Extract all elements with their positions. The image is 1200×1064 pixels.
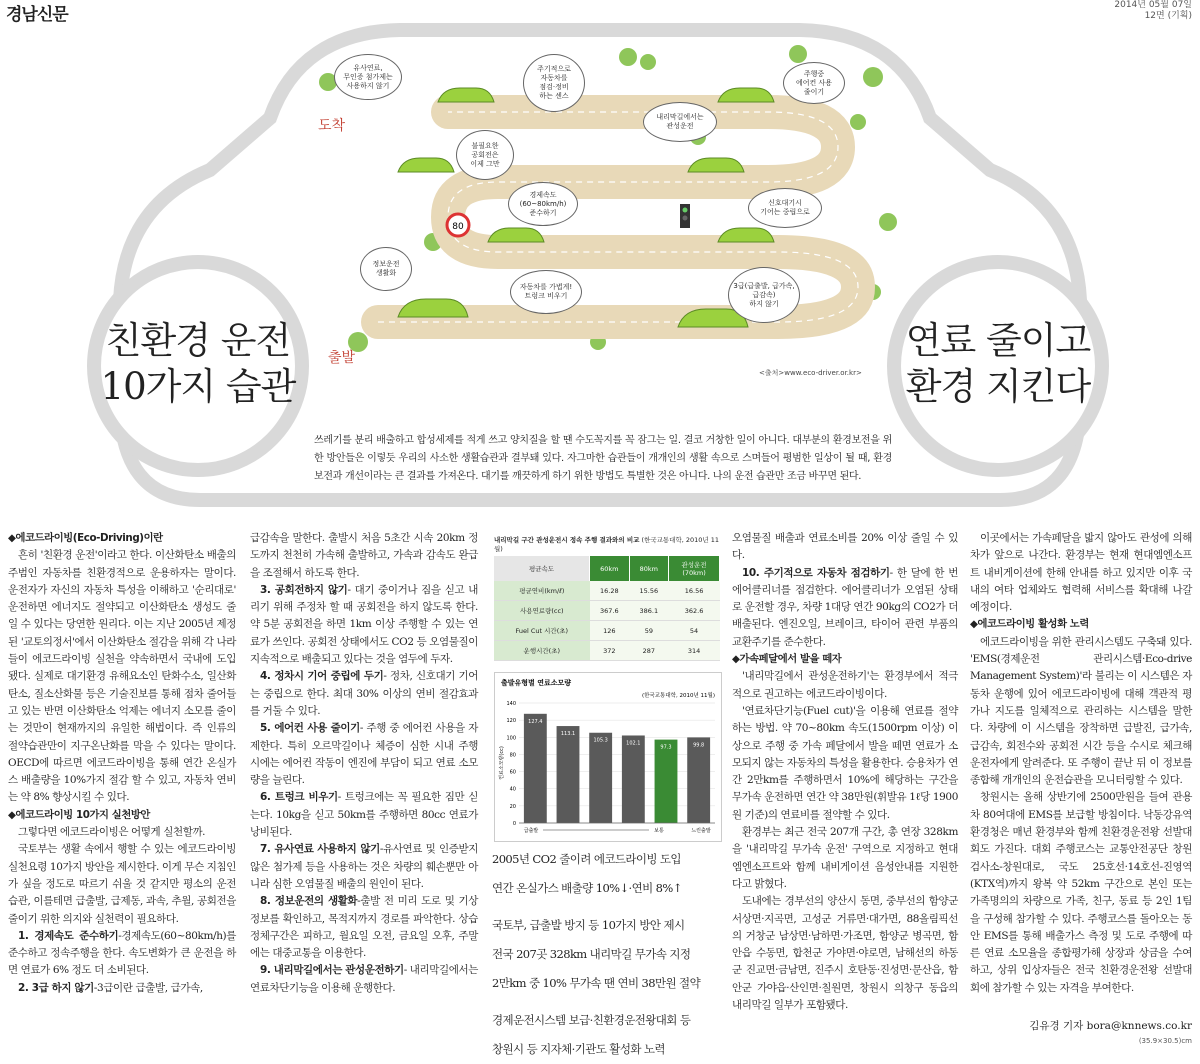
table-cell: 운행시간(초) [494,641,590,661]
summary-line: 전국 207곳 328km 내리막길 무가속 지정 [492,947,691,961]
table-row [494,581,720,601]
table-title [494,535,720,553]
tip-title: 3. 공회전하지 않기 [260,583,348,596]
paragraph-text: 도내에는 경부선의 양산시 동면, 중부선의 함양군 서상면·지곡면, 고성군 거류면·대가면, 88올림픽선의 거창군 남상면·남하면·가조면, 함양군 병곡면, 함안읍 수동면, 합천군 가야면·야로면, 남해선의 하동군 진교면·금남면, 진주시 호탄동·진성면·문산읍, 함안군 가야읍·산인면·칠원면, 창원시 의창구 동읍의 내리막길 일부가 포함됐다. [732,895,958,1012]
article-paragraph [250,893,478,962]
tip-title: 10. 주기적으로 자동차 점검하기 [742,566,890,579]
bar-value-label: 105.3 [593,737,608,744]
paragraph-text: - 정차, 신호대기 기어는 중립으로 한다. 최대 30% 이상의 연비 절감효과를 거둘 수 있다. [250,670,479,717]
table-cell: 사용연료량(cc) [494,601,590,621]
lead-paragraph: 쓰레기를 분리 배출하고 합성세제를 적게 쓰고 양치질을 할 땐 수도꼭지를 꼭 잠그는 일. 결코 거창한 일이 아니다. 대부분의 환경보전을 위한 방안들은 이렇듯 우리의 사소한 생활습관과 결부돼 있다. 자그마한 습관들이 개개인의 생활 속으로 스며들어 평범한 일상이 될 때, 환경보전과 개선이라는 큰 결과를 가져온다. 대기를 깨끗하게 하기 위한 방법도 특별한 것은 아니다. 나의 운전 습관만 조금 바꾸면 된다. [314,435,892,482]
paragraph-text: - 한 달에 한 번 에어클리너를 점검한다. 에어클리너가 오염된 상태로 운전할 경우, 차량 1대당 연간 90kg의 CO2가 더 배출된다. 엔진오일, 브레이크, 타이어 관련 부품의 교환주기를 준수한다. [732,566,958,648]
article-paragraph [250,720,478,789]
chart-bar [687,737,710,823]
table-row [494,601,720,621]
x-label-right: 느린출발 [691,828,711,834]
tip-bubble-trunk: 자동차를 가볍게! 트렁크 비우기 [510,270,582,314]
y-tick-label: 0 [512,821,516,827]
paragraph-text: 환경부는 최근 전국 207개 구간, 총 연장 328km을 '내리막길 무가속 운전' 구역으로 지정하고 현대엠엔소프트와 함께 내비게이션 음성안내를 지원한다고 밝혔다. [732,826,958,890]
table-cell: 287 [629,641,669,661]
illustration-credit: <출처>www.eco-driver.or.kr> [759,369,862,377]
table-cell: 16.28 [590,581,630,601]
chart-bar [557,726,580,823]
article-paragraph [250,668,478,720]
publish-date: 2014년 05월 07일 [1114,0,1192,10]
tip-title: 6. 트렁크 비우기 [260,791,338,804]
table-cell: 126 [590,621,630,641]
paragraph-text: 에코드라이빙을 위한 관리시스템도 구축돼 있다. 'EMS(경제운전 관리시스템·Eco-drive Management System)'라 불리는 이 시스템은 자동차 운행에 있어 에코드라이빙에 대해 객관적 평가나 지도를 일체적으로 관리하는 시스템을 말한다. 차량에 이 시스템을 장착하면 급발진, 급가속, 급감속, 회전수와 공회전 시간 등을 수시로 체크해 운전자에게 알려준다. 또 주행이 끝난 뒤 이 정보를 종합해 개개인의 운전습관을 모니터링할 수 있다. [970,635,1192,787]
y-tick-label: 140 [506,701,516,707]
tip-title: 5. 에어컨 사용 줄이기 [260,722,360,735]
table-header-cell: 관성운전 (70km) [669,556,720,581]
paragraph-text: 오염물질 배출과 연료소비를 20% 이상 줄일 수 있다. [732,532,958,562]
summary-line: 2005년 CO2 줄이려 에코드라이빙 도입 [492,852,681,866]
y-tick-label: 80 [509,752,516,759]
tip-title: 8. 정보운전의 생활화 [260,895,358,908]
bar-value-label: 97.3 [660,744,672,751]
speed-limit-text: 80 [452,222,464,232]
table-title-text: 내리막길 구간 관성운전시 정속 주행 결과와의 비교 [494,536,640,544]
article-paragraph [732,565,958,651]
section-heading [8,530,236,547]
table-cell: 16.56 [669,581,720,601]
article-column-4 [970,530,1192,997]
table-cell: 평균연비(km/ℓ) [494,581,590,601]
article-paragraph [732,530,958,565]
newspaper-masthead: 경남신문 [6,5,68,25]
table-cell: 372 [590,641,630,661]
paragraph-text: '연료차단기능(Fuel cut)'을 이용해 연료를 절약하는 방법. 약 70~80km 속도(1500rpm 이상) 이상으로 주행 중 가속 페달에서 발을 떼면 연료가 소모되지 않는 자동차의 특성을 활용한다. 승용차가 연간 2만km를 주행하면서 10%에 해당하는 구간을 무가속 운전하면 연간 약 38만원(휘발유 1ℓ당 1900원 기준)의 연료비를 절약할 수 있다. [732,704,958,821]
table-header-cell: 평균속도 [494,556,590,581]
headline-left-line2: 10가지 습관 [100,365,296,408]
fuel-consumption-chart-svg [495,673,721,841]
table-cell: 386.1 [629,601,669,621]
article-paragraph [8,980,236,997]
paragraph-text: 창원시는 올해 상반기에 2500만원을 들여 관용차 80여대에 EMS를 보급할 방침이다. 낙동강유역환경청은 매년 환경부와 함께 친환경운전왕 선발대회도 가진다. 대회 주행코스는 교통안전공단 창원검사소-창원대로, 국도 25호선·14호선-진영역(KTX역)까지 왕복 약 52km 구간으로 본인 또는 가족명의의 차량으로 가족, 친구, 동료 등 2인 1팀을 구성해 참가할 수 있다. 주행코스를 돌아오는 동안 EMS를 통해 배출가스 측정 및 도로 주행에 따른 연료 소모율을 종합평가해 상장과 상금을 수여하고, 상위 입상자들은 전국 친환경운전왕 선발대회에 참가할 수 있는 자격을 부여한다. [970,791,1192,994]
section-heading [970,616,1192,633]
size-footnote: (35.9×30.5)cm [1138,1037,1192,1045]
y-tick-label: 120 [506,718,516,725]
article-column-3 [732,530,958,1014]
bar-value-label: 99.8 [693,742,705,749]
summary-line: 2만km 중 10% 무가속 땐 연비 38만원 절약 [492,976,701,990]
summary-box [492,845,722,1064]
article-paragraph [8,841,236,927]
table-header-cell: 60km [590,556,630,581]
table-cell: 362.6 [669,601,720,621]
headline-right [898,318,1098,410]
paragraph-text: 그렇다면 에코드라이빙은 어떻게 실천할까. [18,826,206,839]
paragraph-text: 이곳에서는 가속페달을 밟지 않아도 관성에 의해 차가 앞으로 나간다. 환경부는 현재 현대엠엔소프트 내비게이션에 한해 안내를 하고 있지만 이후 국내의 여타 업체와도 협력해 서비스를 확대해 나갈 예정이다. [970,532,1192,614]
paragraph-text: ◆에코드라이빙 10가지 실천방안 [8,808,150,821]
article-paragraph [732,893,958,1014]
tip-bubble-maintenance: 주기적으로 자동차를 점검·정비 하는 센스 [523,54,585,112]
table-cell: 15.56 [629,581,669,601]
tip-title: 1. 경제속도 준수하기 [18,929,119,942]
tip-title: 7. 유사연료 사용하지 않기 [260,843,380,856]
summary-line: 경제운전시스템 보급·친환경운전왕대회 등 [492,1013,691,1027]
fuel-consumption-chart [494,672,722,842]
article-column-2 [250,530,478,997]
table-row [494,621,720,641]
coasting-comparison-table [494,535,720,661]
section-heading [732,651,958,668]
table-source-note: (한국교통대학, 2010년 11월) [494,536,720,553]
article-paragraph [250,789,478,841]
tip-bubble-info: 정보운전 생활화 [360,247,412,291]
paragraph-text: 국토부는 생활 속에서 행할 수 있는 에코드라이빙 실천요령 10가지 방안을 제시한다. 이게 무슨 지침인가 싶을 정도로 따르기 쉬울 것 같지만 평소의 운전습관, 이를테면 급출발, 급제동, 과속, 추월, 공회전을 줄이기 위한 의지와 실천력이 필요하다. [8,843,236,925]
article-paragraph [732,824,958,893]
paragraph-text: - 대기 중이거나 짐을 싣고 내리기 위해 주정차 할 때 공회전을 하지 않도록 한다. 약 5분 공회전을 하면 1km 이상 주행할 수 있는 연료가 쓰인다. 공회전 상태에서도 CO2 등 오염물질이 지속적으로 배출되고 있다는 것을 염두에 두자. [250,583,478,666]
tip-bubble-3gup: 3급(급출발, 급가속, 급감속) 하지 않기 [728,267,800,323]
paragraph-text: ◆에코드라이빙 활성화 노력 [970,618,1089,631]
paragraph-text: -유사연료 및 인증받지 않은 첨가제 등을 사용하는 것은 차량의 훼손뿐만 아니라 심한 오염물질 배출의 원인이 된다. [250,843,478,890]
summary-line: 국토부, 급출발 방지 등 10가지 방안 제시 [492,918,685,932]
arrival-label: 도착 [318,118,346,134]
article-paragraph [250,962,478,997]
summary-line: 연간 온실가스 배출량 10%↓·연비 8%↑ [492,881,682,895]
paragraph-text: -경제속도(60~80km/h)를 준수하고 정속주행을 한다. 속도변화가 큰 운전을 하면 연료가 6% 정도 더 소비된다. [8,929,236,977]
article-paragraph [8,547,236,806]
tip-title: 9. 내리막길에서는 관성운전하기 [260,964,404,977]
chart-source-note: (한국교통대학, 2010년 11월) [641,693,715,699]
paragraph-text: -출발 전 미리 도로 및 기상정보를 확인하고, 목적지까지 경로를 파악한다. 상습 정체구간은 피하고, 월요일 오전, 금요일 오후, 주말에는 대중교통을 이용한다. [250,895,478,960]
table-cell: 314 [669,641,720,661]
headline-left-line1: 친환경 운전 [105,319,291,362]
chart-bar [589,733,612,823]
y-tick-label: 100 [506,735,516,742]
tip-bubble-aircon: 주행중 에어컨 사용 줄이기 [783,62,845,104]
table-row [494,641,720,661]
paragraph-text: - 주행 중 에어컨 사용을 자제한다. 특히 오르막길이나 체증이 심한 시내 주행 시에는 에어컨 작동이 엔진에 부담이 되고 연료 소모량을 늘린다. [250,722,478,787]
table-header-cell: 80km [629,556,669,581]
article-paragraph [970,634,1192,790]
article-paragraph [732,668,958,703]
headline-right-line1: 연료 줄이고 [905,319,1091,362]
y-axis-label: 연료소모량(cc) [499,746,505,780]
tip-title: 4. 정차시 기어 중립에 두기 [260,670,384,683]
eco-driving-road-illustration [298,42,898,392]
paragraph-text: ◆에코드라이빙(Eco-Driving)이란 [8,532,163,544]
chart-bar [622,735,645,823]
page-number: 12면 (기획) [1144,11,1192,21]
article-paragraph [250,530,478,582]
paragraph-text: 급감속을 말한다. 출발시 처음 5초간 시속 20km 정도까지 천천히 가속해 출발하고, 가속과 감속도 완급을 조절해서 하도록 한다. [250,532,478,579]
chart-bar [655,740,678,823]
table-cell: 59 [629,621,669,641]
tip-bubble-idling: 불필요한 공회전은 이제 그만 [456,130,514,180]
y-tick-label: 20 [509,803,516,810]
article-paragraph [250,582,478,668]
summary-line: 창원시 등 지자체·기관도 활성화 노력 [492,1042,665,1056]
paragraph-text: -3급이란 급출발, 급가속, [93,981,203,994]
paragraph-text: - 내리막길에서는 연료차단기능을 이용해 운행한다. [250,964,478,994]
article-paragraph [250,841,478,893]
paragraph-text: 흔히 '친환경 운전'이라고 한다. 이산화탄소 배출의 주범인 자동차를 친환경적으로 운용하자는 말이다. 운전자가 자신의 자동차 특성을 이해하고 '순리대로' 운전하면 에너지도 절약되고 이산화탄소 생성도 줄일 수 있다는 당연한 원리다. 이는 지난 2005년 제정된 '교토의정서'에서 이산화탄소 절감을 위해 각 나라들이 에코드라이빙 실천을 약속하면서 국내에 도입됐다. 실제로 대기환경 유해요소인 탄화수소, 일산화탄소, 질소산화물 등은 기술진보를 통해 점차 줄어들고 있는 반면 이산화탄소 억제는 에너지 소모를 줄이는 것만이 현재까지의 유일한 해법이다. 즉 인류의 절약습관만이 지구온난화를 막을 수 있다는 말이다. OECD에 따르면 에코드라이빙을 통해 연간 온실가스 배출량을 10%가지 절감 할 수 있고, 자동차 연비는 약 8% 향상시킬 수 있다. [8,549,236,804]
y-tick-label: 60 [509,769,516,776]
chart-title: 출발유형별 연료소모량 [501,679,572,687]
article-paragraph [970,530,1192,616]
x-label-left: 급출발 [523,828,539,834]
article-column-1 [8,530,236,997]
y-tick-label: 40 [509,786,516,793]
summary-line [492,998,722,1006]
x-label-mid: 보통 [654,828,664,834]
bar-value-label: 102.1 [626,740,641,747]
table-cell: Fuel Cut 시간(초) [494,621,590,641]
byline: 김유경 기자 bora@knnews.co.kr [1029,1020,1192,1032]
section-heading [8,807,236,824]
start-label: 출발 [328,350,356,366]
article-paragraph [732,703,958,824]
tip-bubble-speed: 경제속도 (60~80km/h) 준수하기 [508,182,578,226]
paragraph-text: '내리막길에서 관성운전하기'는 환경부에서 적극적으로 권고하는 에코드라이빙이다. [732,670,958,700]
bar-value-label: 127.4 [528,718,543,725]
article-paragraph [8,928,236,980]
tip-bubble-downhill: 내리막길에서는 관성운전 [643,102,717,142]
paragraph-text: - 트렁크에는 꼭 필요한 짐만 싣는다. 10kg을 싣고 50km를 주행하면 80cc 연료가 낭비된다. [250,791,478,839]
tip-title: 2. 3급 하지 않기 [18,981,94,994]
article-paragraph [970,789,1192,997]
table-cell: 54 [669,621,720,641]
table-cell: 367.6 [590,601,630,621]
paragraph-text: ◆가속페달에서 발을 떼자 [732,653,842,666]
headline-right-line2: 환경 지킨다 [905,365,1091,408]
tip-bubble-fuel: 유사연료, 무인증 첨가제는 사용하지 않기 [334,54,402,100]
headline-left [98,318,298,410]
article-paragraph [8,824,236,841]
tip-bubble-neutral: 신호대기시 기어는 중립으로 [748,188,822,228]
bar-value-label: 113.1 [560,731,576,738]
chart-bar [524,714,547,823]
summary-line [492,903,722,911]
